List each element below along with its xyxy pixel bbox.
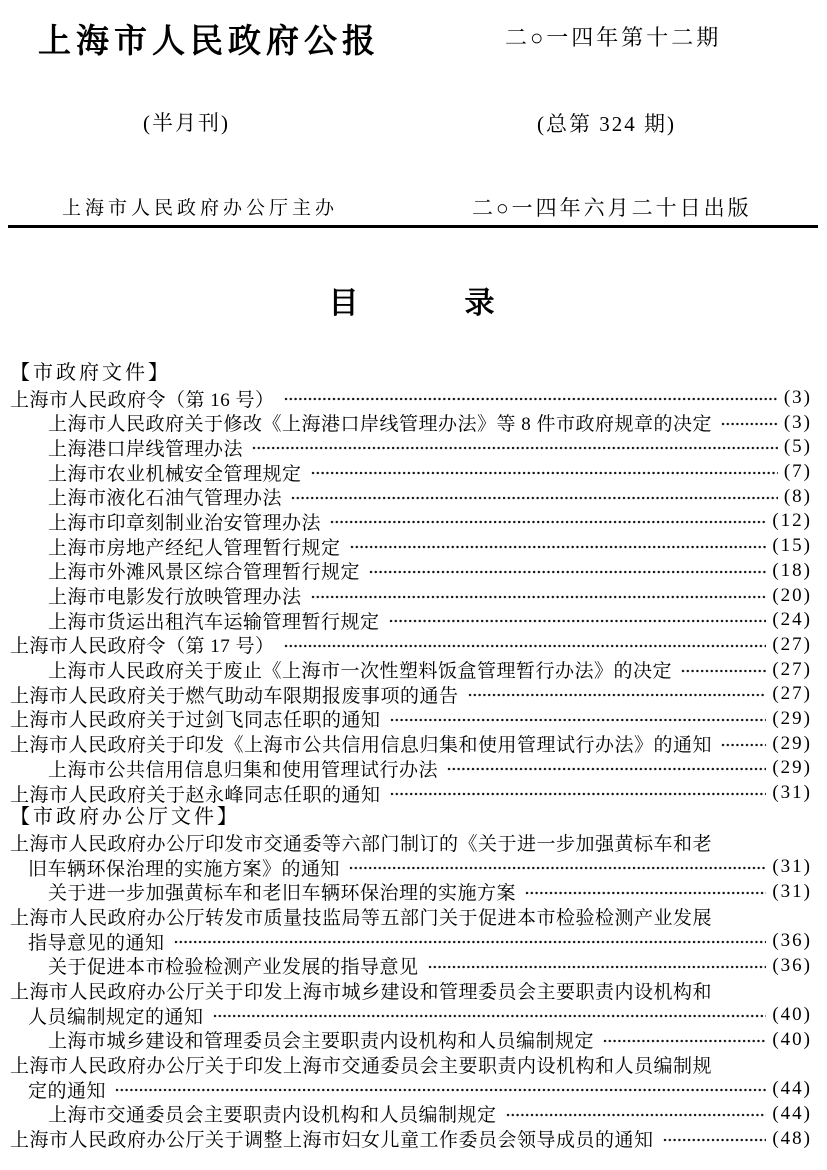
entry-title: 关于进一步加强黄标车和老旧车辆环保治理的实施方案 — [48, 883, 517, 905]
page-number: (5) — [783, 436, 812, 458]
dot-leader — [284, 643, 767, 649]
dot-leader — [468, 692, 767, 698]
page-number: (20) — [772, 584, 812, 606]
entry-title: 上海市人民政府令（第 17 号） — [10, 636, 275, 658]
entry-title: 上海市人民政府关于燃气助动车限期报废事项的通告 — [10, 685, 459, 707]
toc-entry-line — [10, 929, 812, 954]
toc-entry-line — [10, 484, 812, 509]
dot-leader — [506, 1112, 767, 1118]
dot-leader — [389, 618, 767, 624]
entry-title: 上海市人民政府办公厅转发市质量技监局等五部门关于促进本市检验检测产业发展 — [10, 907, 713, 929]
entry-title: 旧车辆环保治理的实施方案》的通知 — [28, 858, 341, 880]
dot-leader — [721, 742, 766, 748]
frequency-label: (半月刊) — [143, 111, 230, 135]
entry-title: 上海市人民政府办公厅关于印发上海市交通委员会主要职责内设机构和人员编制规 — [10, 1056, 713, 1078]
cumulative-issue-label: (总第 324 期) — [537, 112, 676, 136]
toc-entry-line — [10, 682, 812, 707]
dot-leader — [390, 791, 767, 797]
page-number: (3) — [783, 387, 812, 409]
page-number: (40) — [772, 1004, 812, 1026]
dot-leader — [115, 1087, 766, 1093]
dot-leader — [681, 668, 766, 674]
toc-entry-line — [10, 435, 812, 460]
toc-entry-line — [10, 855, 812, 880]
page-number: (36) — [772, 930, 812, 952]
entry-title: 上海市农业机械安全管理规定 — [48, 463, 302, 485]
page-number: (15) — [772, 535, 812, 557]
page-number: (27) — [772, 633, 812, 655]
toc-entry-line — [10, 1028, 812, 1053]
page-number: (8) — [783, 485, 812, 507]
dot-leader — [390, 717, 767, 723]
page-number: (31) — [772, 856, 812, 878]
dot-leader — [330, 519, 766, 525]
toc-entry-line — [10, 386, 812, 411]
dot-leader — [284, 396, 778, 402]
dot-leader — [291, 495, 778, 501]
page-number: (27) — [772, 658, 812, 680]
toc-entry-line — [10, 1126, 812, 1151]
dot-leader — [428, 964, 767, 970]
entry-title: 上海市印章刻制业治安管理办法 — [48, 512, 322, 534]
entry-title: 上海市人民政府令（第 16 号） — [10, 389, 275, 411]
toc-title: 目 录 — [328, 287, 499, 320]
dot-leader — [663, 1137, 767, 1143]
table-of-contents — [10, 361, 812, 1151]
entry-title: 上海市外滩风景区综合管理暂行规定 — [48, 562, 361, 584]
page-number: (12) — [772, 510, 812, 532]
dot-leader — [349, 865, 766, 871]
entry-title: 上海市人民政府办公厅关于印发上海市城乡建设和管理委员会主要职责内设机构和 — [10, 982, 713, 1004]
toc-entry-line — [10, 1077, 812, 1102]
dot-leader — [369, 569, 766, 575]
entry-title: 上海市人民政府关于废止《上海市一次性塑料饭盒管理暂行办法》的决定 — [48, 661, 673, 683]
entry-title: 指导意见的通知 — [28, 932, 165, 954]
dot-leader — [311, 594, 767, 600]
header-divider — [8, 225, 818, 228]
toc-entry-line — [10, 460, 812, 485]
toc-entry-line — [10, 954, 812, 979]
entry-title: 上海市公共信用信息归集和使用管理试行办法 — [48, 759, 439, 781]
toc-entry-line — [10, 1052, 812, 1077]
entry-title: 上海市城乡建设和管理委员会主要职责内设机构和人员编制规定 — [48, 1031, 595, 1053]
page-number: (44) — [772, 1102, 812, 1124]
dot-leader — [603, 1038, 766, 1044]
entry-title: 上海港口岸线管理办法 — [48, 438, 244, 460]
publisher-label: 上海市人民政府办公厅主办 — [62, 198, 339, 219]
page-number: (48) — [772, 1127, 812, 1149]
toc-entry-line — [10, 830, 812, 855]
toc-entry-line — [10, 633, 812, 658]
page-number: (7) — [783, 461, 812, 483]
toc-entry-line — [10, 657, 812, 682]
page-number: (29) — [772, 707, 812, 729]
publish-date: 二○一四年六月二十日出版 — [472, 196, 752, 220]
toc-entry-line — [10, 1003, 812, 1028]
section-heading: 【市政府办公厅文件】 — [10, 806, 240, 829]
dot-leader — [525, 890, 766, 896]
page-number: (29) — [772, 732, 812, 754]
entry-title: 上海市人民政府办公厅关于调整上海市妇女儿童工作委员会领导成员的通知 — [10, 1130, 654, 1152]
toc-entry-line — [10, 1102, 812, 1127]
entry-title: 上海市人民政府关于过剑飞同志任职的通知 — [10, 710, 381, 732]
toc-entry-line — [10, 707, 812, 732]
page-number: (24) — [772, 609, 812, 631]
entry-title: 上海市交通委员会主要职责内设机构和人员编制规定 — [48, 1105, 497, 1127]
toc-entry-line — [10, 781, 812, 806]
entry-title: 上海市人民政府关于印发《上海市公共信用信息归集和使用管理试行办法》的通知 — [10, 735, 713, 757]
page-number: (27) — [772, 683, 812, 705]
dot-leader — [721, 421, 778, 427]
dot-leader — [252, 445, 778, 451]
page-number: (3) — [783, 411, 812, 433]
page-number: (40) — [772, 1028, 812, 1050]
page-number: (36) — [772, 954, 812, 976]
toc-entry-line — [10, 583, 812, 608]
toc-entry-line — [10, 410, 812, 435]
entry-title: 人员编制规定的通知 — [28, 1006, 204, 1028]
entry-title: 上海市人民政府关于修改《上海港口岸线管理办法》等 8 件市政府规章的决定 — [48, 414, 713, 436]
entry-title: 上海市液化石油气管理办法 — [48, 488, 283, 510]
entry-title: 上海市房地产经纪人管理暂行规定 — [48, 537, 341, 559]
toc-entry-line — [10, 559, 812, 584]
dot-leader — [447, 766, 766, 772]
toc-entry-line — [10, 978, 812, 1003]
dot-leader — [213, 1013, 767, 1019]
issue-number: 二○一四年第十二期 — [505, 25, 722, 50]
dot-leader — [350, 544, 767, 550]
dot-leader — [311, 470, 778, 476]
toc-entry-line — [10, 731, 812, 756]
dot-leader — [174, 939, 767, 945]
entry-title: 上海市电影发行放映管理办法 — [48, 587, 302, 609]
entry-title: 关于促进本市检验检测产业发展的指导意见 — [48, 957, 419, 979]
entry-title: 定的通知 — [28, 1080, 107, 1102]
page-number: (29) — [772, 757, 812, 779]
toc-entry-line — [10, 509, 812, 534]
gazette-title: 上海市人民政府公报 — [38, 21, 380, 60]
page-number: (18) — [772, 559, 812, 581]
toc-entry-line — [10, 534, 812, 559]
toc-entry-line — [10, 904, 812, 929]
page-number: (31) — [772, 782, 812, 804]
entry-title: 上海市人民政府关于赵永峰同志任职的通知 — [10, 784, 381, 806]
entry-title: 上海市货运出租汽车运输管理暂行规定 — [48, 611, 380, 633]
page-number: (31) — [772, 880, 812, 902]
entry-title: 上海市人民政府办公厅印发市交通委等六部门制订的《关于进一步加强黄标车和老 — [10, 833, 713, 855]
toc-entry-line — [10, 608, 812, 633]
section-heading: 【市政府文件】 — [10, 362, 171, 384]
toc-entry-line — [10, 756, 812, 781]
page-number: (44) — [772, 1078, 812, 1100]
toc-entry-line — [10, 879, 812, 904]
